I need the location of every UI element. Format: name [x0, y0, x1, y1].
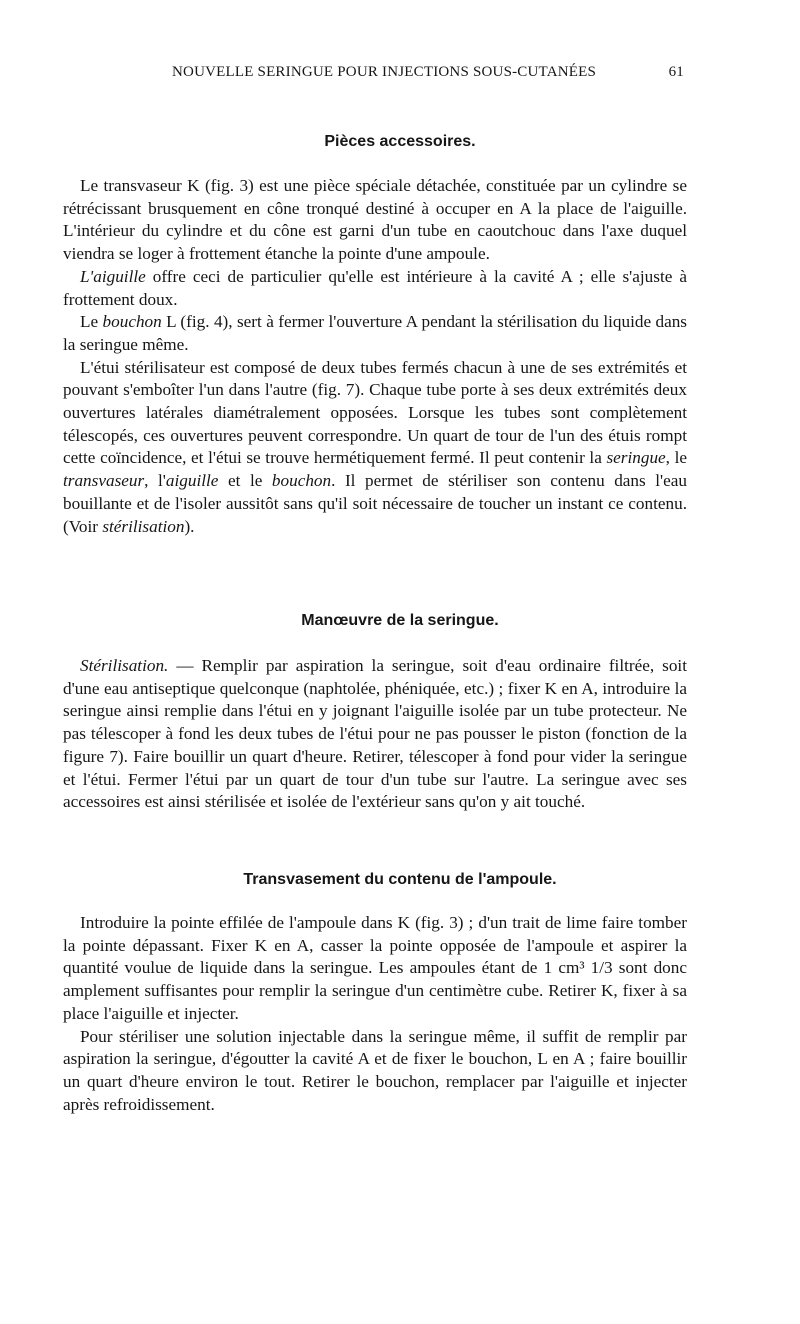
term-aiguille: L'aiguille	[80, 266, 146, 286]
heading-transvasement: Transvasement du contenu de l'ampoule.	[243, 871, 557, 888]
term-sterilisation: Stérilisation.	[80, 656, 169, 675]
page-number: 61	[668, 64, 684, 80]
section-accessoires-body	[63, 175, 687, 538]
paragraph-bouchon: Le bouchon L (fig. 4), sert à fermer l'ouverture A pendant la stérilisation du liquide dans la seringue même.	[63, 312, 687, 354]
heading-pieces-accessoires: Pièces accessoires.	[324, 133, 476, 150]
running-title: NOUVELLE SERINGUE POUR INJECTIONS SOUS-CUTANÉES	[172, 64, 597, 80]
paragraph-aiguille: L'aiguille offre ceci de particulier qu'elle est intérieure à la cavité A ; elle s'ajuste à frottement doux.	[63, 266, 687, 309]
paragraph-transvasement: Introduire la pointe effilée de l'ampoule dans K (fig. 3) ; d'un trait de lime faire tomber la pointe dépassant. Fixer K en A, casser la pointe opposée de l'ampoule et aspirer la quantité voulue de liquide dans la seringue. Les ampoules étant de 1 cm³ 1/3 sont donc amplement suffisantes pour remplir la seringue d'un centimètre cube. Retirer K, fixer à sa place l'aiguille et injecter.	[63, 913, 687, 1023]
section-manoeuvre-body	[63, 655, 687, 814]
paragraph-solution-injectable: Pour stériliser une solution injectable dans la seringue même, il suffit de remplir par aspiration la seringue, d'égoutter la cavité A et de fixer le bouchon, L en A ; faire bouillir un quart d'heure environ le tout. Retirer le bouchon, remplacer par l'aiguille et injecter après refroidissement.	[63, 1026, 687, 1114]
paragraph-sterilisation: Stérilisation. — Remplir par aspiration la seringue, soit d'eau ordinaire filtrée, soit d'une eau antiseptique quelconque (naphtolée, phéniquée, etc.) ; fixer K en A, introduire la seringue ainsi remplie dans l'étui en y joignant l'aiguille isolée par un tube protecteur. Ne pas télescoper à fond les deux tubes de l'étui pour ne pas pousser le piston (fonction de la figure 7). Faire bouillir un quart d'heure. Retirer, télescoper à fond pour vider la seringue et l'étui. Fermer l'étui par un quart de tour d'un tube sur l'autre. La seringue avec ses accessoires est ainsi stérilisée et isolée de l'extérieur sans qu'on y ait touché.	[63, 656, 687, 812]
term-bouchon: bouchon	[102, 312, 162, 332]
heading-manoeuvre: Manœuvre de la seringue.	[301, 612, 499, 629]
paragraph-transvaseur: Le transvaseur K (fig. 3) est une pièce spéciale détachée, constituée par un cylindre se rétrécissant brusquement en cône tronqué destiné à occuper en A la place de l'aiguille. L'intérieur du cylindre et du cône est garni d'un tube en caoutchouc dans l'axe duquel viendra se loger à frottement étanche la pointe d'une ampoule.	[63, 176, 687, 264]
paragraph-etui: L'étui stérilisateur est composé de deux tubes fermés chacun à une de ses extrémités et pouvant s'emboîter l'un dans l'autre (fig. 7). Chaque tube porte à ses deux extrémités deux ouvertures latérales diamétralement opposées. Lorsque les tubes sont complètement télescopés, ces ouvertures peuvent correspondre. Un quart de tour de l'un des étuis rompt cette coïncidence, et l'étui se trouve hermétiquement fermé. Il peut contenir la seringue, le transvaseur, l'aiguille et le bouchon. Il permet de stériliser son contenu dans l'eau bouillante et de l'isoler aussitôt sans qu'il soit nécessaire de toucher un instant ce contenu. (Voir stérilisation).	[63, 357, 688, 536]
section-transvasement-body	[63, 912, 687, 1116]
